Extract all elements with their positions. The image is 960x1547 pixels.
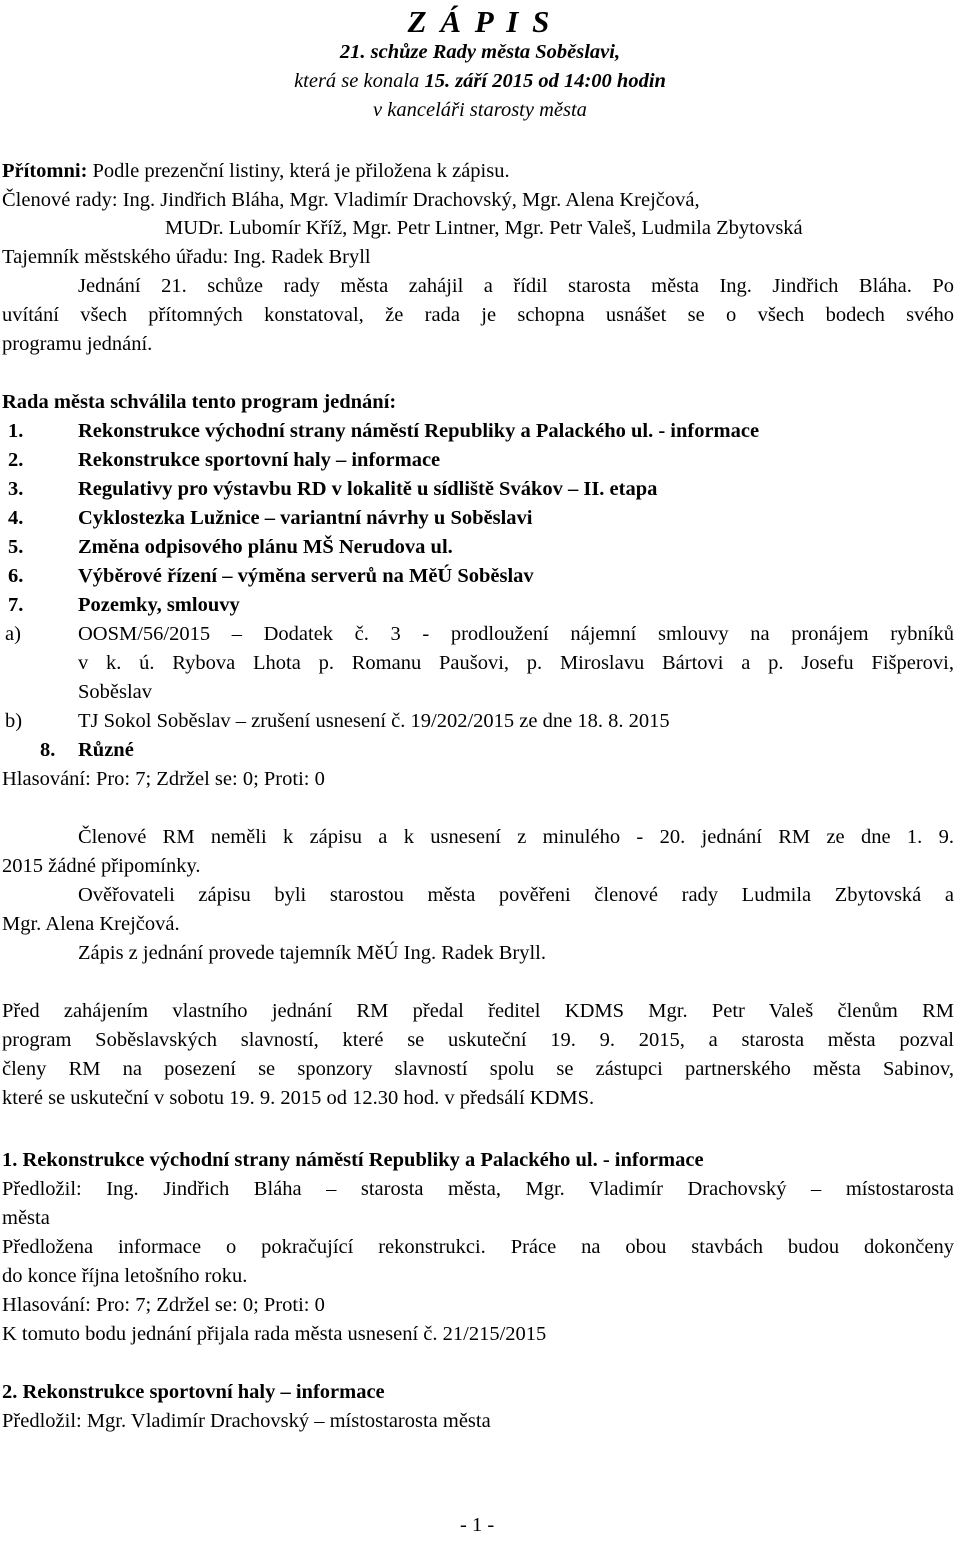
meeting-date-prefix: která se konala: [294, 70, 425, 92]
meeting-number: 21. schůze Rady města Soběslavi,: [339, 41, 621, 63]
program-vote: Hlasování: Pro: 7; Zdržel se: 0; Proti: 0: [2, 768, 325, 790]
section-2-presenter: Předložil: Mgr. Vladimír Drachovský – místostarosta města: [2, 1410, 491, 1432]
notes-p2-line-1: Ověřovateli zápisu byli starostou města pověřeni členové rady Ludmila Zbytovská a: [78, 884, 954, 906]
program-item-6-num: 6.: [8, 565, 24, 587]
intro-line-1: Jednání 21. schůze rady města zahájil a řídil starosta města Ing. Jindřich Bláha. Po: [78, 275, 954, 297]
program-item-3: Regulativy pro výstavbu RD v lokalitě u sídliště Svákov – II. etapa: [78, 478, 658, 500]
program-heading: Rada města schválila tento program jednání:: [2, 391, 397, 413]
program-item-8: Různé: [78, 739, 134, 761]
sub-item-b: TJ Sokol Soběslav – zrušení usnesení č. 19/202/2015 ze dne 18. 8. 2015: [78, 710, 670, 732]
program-item-1-num: 1.: [8, 420, 24, 442]
section-1-info-line-2: do konce října letošního roku.: [2, 1265, 248, 1287]
meeting-date: [0, 67, 960, 96]
section-1-vote: Hlasování: Pro: 7; Zdržel se: 0; Proti: 0: [2, 1294, 325, 1316]
program-item-7: Pozemky, smlouvy: [78, 594, 240, 616]
program-item-6: Výběrové řízení – výměna serverů na MěÚ Soběslav: [78, 565, 534, 587]
sub-item-b-label: b): [5, 710, 23, 732]
section-1-presenter-line-2: města: [2, 1207, 50, 1229]
program-item-2-num: 2.: [8, 449, 24, 471]
program-item-2: Rekonstrukce sportovní haly – informace: [78, 449, 441, 471]
notes-p3: Zápis z jednání provede tajemník MěÚ Ing. Radek Bryll.: [78, 942, 546, 964]
sub-item-a-line-1: OOSM/56/2015 – Dodatek č. 3 - prodloužení nájemní smlouvy na pronájem rybníků: [78, 623, 954, 645]
section-1-heading: 1. Rekonstrukce východní strany náměstí Republiky a Palackého ul. - informace: [2, 1149, 704, 1171]
notes-p1-line-1: Členové RM neměli k zápisu a k usnesení z minulého - 20. jednání RM ze dne 1. 9.: [78, 826, 954, 848]
meeting-location: v kanceláři starosty města: [373, 99, 587, 121]
prelude-line-2: program Soběslavských slavností, které se uskuteční 19. 9. 2015, a starosta města pozval: [2, 1029, 954, 1051]
intro-line-2: uvítání všech přítomných konstatoval, že rada je schopna usnášet se o všech bodech svého: [2, 304, 954, 326]
intro-line-3: programu jednání.: [2, 333, 153, 355]
sub-item-a-line-2: v k. ú. Rybova Lhota p. Romanu Paušovi, p. Miroslavu Bártovi a p. Josefu Fišperovi,: [78, 652, 954, 674]
secretary-line: Tajemník městského úřadu: Ing. Radek Bryll: [2, 246, 371, 268]
section-2-heading: 2. Rekonstrukce sportovní haly – informace: [2, 1381, 385, 1403]
program-item-4: Cyklostezka Lužnice – variantní návrhy u Soběslavi: [78, 507, 533, 529]
present-text: Podle prezenční listiny, která je přiložena k zápisu.: [87, 160, 510, 182]
page-number: - 1 -: [460, 1514, 495, 1536]
section-1-presenter-line-1: Předložil: Ing. Jindřich Bláha – starosta města, Mgr. Vladimír Drachovský – místostarosta: [2, 1178, 954, 1200]
program-item-5: Změna odpisového plánu MŠ Nerudova ul.: [78, 536, 453, 558]
notes-p2-line-2: Mgr. Alena Krejčová.: [2, 913, 180, 935]
prelude-line-3: členy RM na posezení se sponzory slavností spolu se zástupci partnerského města Sabinov,: [2, 1058, 954, 1080]
notes-p1-line-2: 2015 žádné připomínky.: [2, 855, 201, 877]
program-item-7-num: 7.: [8, 594, 24, 616]
section-1-info-line-1: Předložena informace o pokračující rekonstrukci. Práce na obou stavbách budou dokončeny: [2, 1236, 954, 1258]
program-item-8-num: 8.: [40, 739, 56, 761]
program-item-5-num: 5.: [8, 536, 24, 558]
program-item-4-num: 4.: [8, 507, 24, 529]
meeting-date-value: 15. září 2015 od 14:00 hodin: [424, 70, 666, 92]
sub-item-a-label: a): [5, 623, 21, 645]
section-1-resolution: K tomuto bodu jednání přijala rada města usnesení č. 21/215/2015: [2, 1323, 547, 1345]
members-line-2: MUDr. Lubomír Kříž, Mgr. Petr Lintner, Mgr. Petr Valeš, Ludmila Zbytovská: [165, 217, 803, 239]
present-label: Přítomni:: [2, 160, 88, 182]
program-item-3-num: 3.: [8, 478, 24, 500]
prelude-line-4: které se uskuteční v sobotu 19. 9. 2015 od 12.30 hod. v předsálí KDMS.: [2, 1087, 595, 1109]
program-item-1: Rekonstrukce východní strany náměstí Republiky a Palackého ul. - informace: [78, 420, 760, 442]
sub-item-a-line-3: Soběslav: [78, 681, 153, 703]
members-line-1: Členové rady: Ing. Jindřich Bláha, Mgr. Vladimír Drachovský, Mgr. Alena Krejčová,: [2, 189, 700, 211]
document-title: Z Á P I S: [407, 4, 553, 39]
present-line: [2, 157, 510, 186]
prelude-line-1: Před zahájením vlastního jednání RM předal ředitel KDMS Mgr. Petr Valeš členům RM: [2, 1000, 954, 1022]
